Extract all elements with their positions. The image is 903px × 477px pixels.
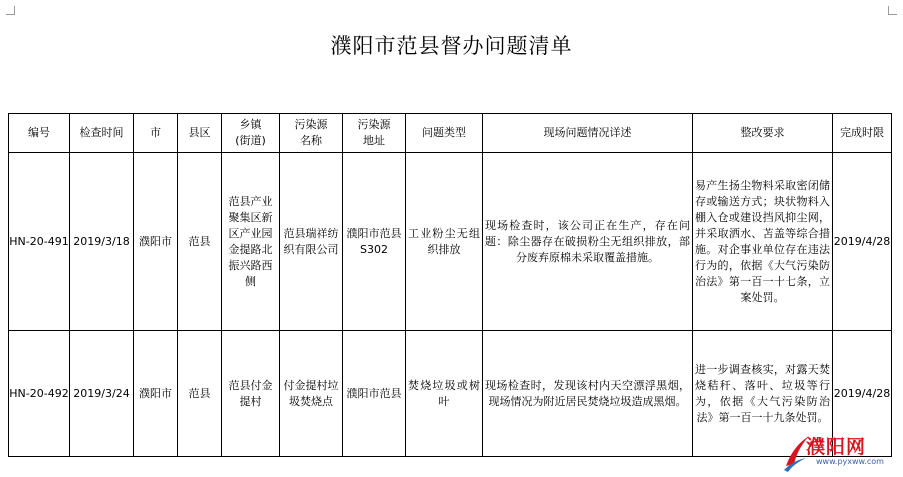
header-cell: 现场问题情况详述 xyxy=(483,114,693,153)
header-cell: 县区 xyxy=(178,114,222,153)
row-type: 工业粉尘无组织排放 xyxy=(406,153,483,331)
row-date: 2019/3/18 xyxy=(70,153,134,331)
page-corner-mark xyxy=(888,6,897,15)
page-corner-mark xyxy=(6,6,15,15)
header-cell: 问题类型 xyxy=(406,114,483,153)
watermark-logo xyxy=(782,430,902,476)
row-type: 焚烧垃圾或树叶 xyxy=(406,331,483,457)
row-id: HN-20-492 xyxy=(9,331,70,457)
row-requirement: 易产生扬尘物料采取密闭储存或输送方式；块状物料入棚入仓或建设挡风抑尘网，并采取洒水、苫盖等综合措施。对企事业单位存在违法行为的，依据《大气污染防治法》第一百一十七条，立案处罚。 xyxy=(693,153,833,331)
row-city: 濮阳市 xyxy=(134,153,178,331)
header-cell: 检查时间 xyxy=(70,114,134,153)
row-deadline: 2019/4/28 xyxy=(833,331,892,457)
row-detail: 现场检查时，该公司正在生产，存在问题：除尘器存在破损粉尘无组织排放，部分废弃原棉未采取覆盖措施。 xyxy=(483,153,693,331)
row-city: 濮阳市 xyxy=(134,331,178,457)
header-cell: 整改要求 xyxy=(693,114,833,153)
watermark-url: www.pyxww.com xyxy=(816,457,884,466)
document-title: 濮阳市范县督办问题清单 xyxy=(330,34,573,58)
row-county: 范县 xyxy=(178,331,222,457)
header-cell: 编号 xyxy=(9,114,70,153)
header-cell: 完成时限 xyxy=(833,114,892,153)
watermark-name: 濮阳网 xyxy=(806,436,867,458)
row-source-addr: 濮阳市范县 xyxy=(343,331,406,457)
row-deadline: 2019/4/28 xyxy=(833,153,892,331)
row-source-addr: 濮阳市范县 S302 xyxy=(343,153,406,331)
row-date: 2019/3/24 xyxy=(70,331,134,457)
row-town: 范县产业聚集区新区产业园金提路北振兴路西侧 xyxy=(222,153,280,331)
header-cell: 市 xyxy=(134,114,178,153)
row-detail: 现场检查时，发现该村内天空漂浮黑烟，现场情况为附近居民焚烧垃圾造成黑烟。 xyxy=(483,331,693,457)
table-row xyxy=(9,153,892,331)
table-header-row xyxy=(9,114,892,153)
row-county: 范县 xyxy=(178,153,222,331)
header-cell: 污染源 地址 xyxy=(343,114,406,153)
row-id: HN-20-491 xyxy=(9,153,70,331)
row-source-name: 付金提村垃圾焚烧点 xyxy=(280,331,343,457)
row-town: 范县付金提村 xyxy=(222,331,280,457)
issue-table xyxy=(8,113,892,457)
table-row xyxy=(9,331,892,457)
row-requirement: 进一步调查核实，对露天焚烧秸秆、落叶、垃圾等行为，依据《大气污染防治法》第一百一十九条处罚。 xyxy=(693,331,833,457)
header-cell: 污染源 名称 xyxy=(280,114,343,153)
header-cell: 乡镇 (街道) xyxy=(222,114,280,153)
row-source-name: 范县瑞祥纺织有限公司 xyxy=(280,153,343,331)
